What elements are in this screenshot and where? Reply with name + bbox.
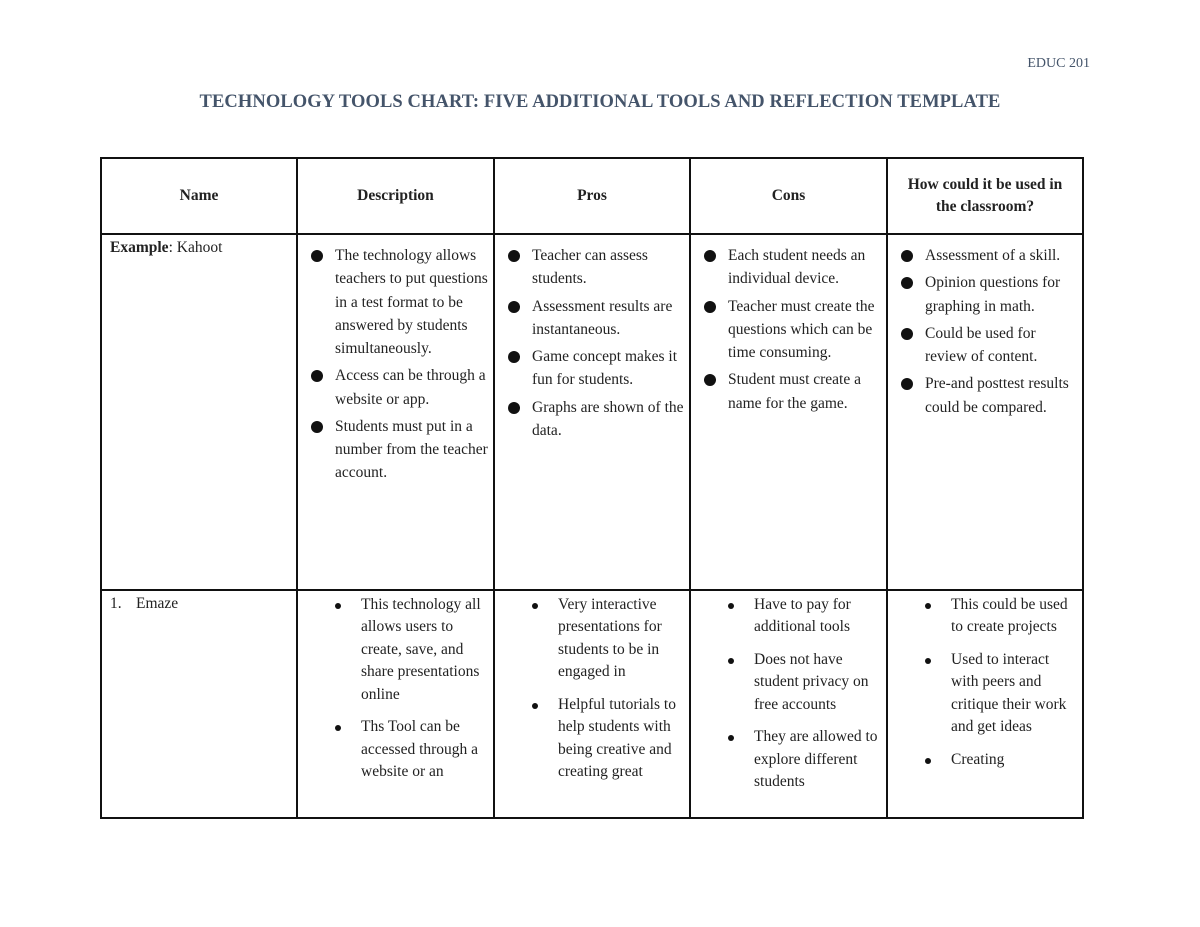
list-item: Have to pay for additional tools (728, 594, 881, 639)
header-cons: Cons (690, 158, 887, 234)
header-row (101, 158, 1083, 234)
page-title: TECHNOLOGY TOOLS CHART: FIVE ADDITIONAL TOOLS AND REFLECTION TEMPLATE (199, 92, 1001, 112)
list-item: Very interactive presentations for students to be in engaged in (532, 594, 684, 684)
tool1-name: Emaze (136, 595, 179, 612)
header-pros: Pros (494, 158, 690, 234)
course-code: EDUC 201 (1027, 56, 1090, 71)
list-item: Does not have student privacy on free accounts (728, 649, 881, 716)
list-item: Used to interact with peers and critique their work and get ideas (925, 649, 1077, 739)
example-uses-cell (887, 234, 1083, 590)
tool-row-1 (101, 590, 1083, 818)
list-item: This could be used to create projects (925, 594, 1077, 639)
tool1-name-cell (101, 590, 297, 818)
example-tool-name: : Kahoot (168, 239, 223, 256)
list-item: Game concept makes it fun for students. (508, 345, 684, 392)
tool1-number: 1. (110, 595, 122, 612)
example-description-cell (297, 234, 494, 590)
list-item: Pre-and posttest results could be compared. (901, 372, 1077, 419)
example-name-cell (101, 234, 297, 590)
example-cons-cell (690, 234, 887, 590)
list-item: Assessment of a skill. (901, 244, 1077, 267)
list-item: They are allowed to explore different students (728, 726, 881, 793)
technology-tools-table (100, 157, 1084, 819)
tool1-description-cell (297, 590, 494, 818)
header-description: Description (297, 158, 494, 234)
list-item: Access can be through a website or app. (311, 364, 488, 411)
header-name: Name (101, 158, 297, 234)
list-item: Students must put in a number from the teacher account. (311, 415, 488, 485)
list-item: Each student needs an individual device. (704, 244, 881, 291)
example-label: Example (110, 239, 169, 256)
tool1-cons-cell (690, 590, 887, 818)
list-item: Teacher must create the questions which can be time consuming. (704, 295, 881, 365)
header-classroom-use: How could it be used in the classroom? (887, 158, 1083, 234)
tool1-pros-cell (494, 590, 690, 818)
list-item: Creating (925, 749, 1077, 771)
example-row (101, 234, 1083, 590)
list-item: The technology allows teachers to put questions in a test format to be answered by students simultaneously. (311, 244, 488, 360)
list-item: Assessment results are instantaneous. (508, 295, 684, 342)
list-item: This technology all allows users to create, save, and share presentations online (335, 594, 488, 706)
list-item: Teacher can assess students. (508, 244, 684, 291)
list-item: Could be used for review of content. (901, 322, 1077, 369)
list-item: Opinion questions for graphing in math. (901, 271, 1077, 318)
example-pros-cell (494, 234, 690, 590)
tool1-uses-cell (887, 590, 1083, 818)
list-item: Student must create a name for the game. (704, 368, 881, 415)
list-item: Graphs are shown of the data. (508, 396, 684, 443)
list-item: Helpful tutorials to help students with being creative and creating great (532, 694, 684, 784)
list-item: Ths Tool can be accessed through a website or an (335, 716, 488, 783)
